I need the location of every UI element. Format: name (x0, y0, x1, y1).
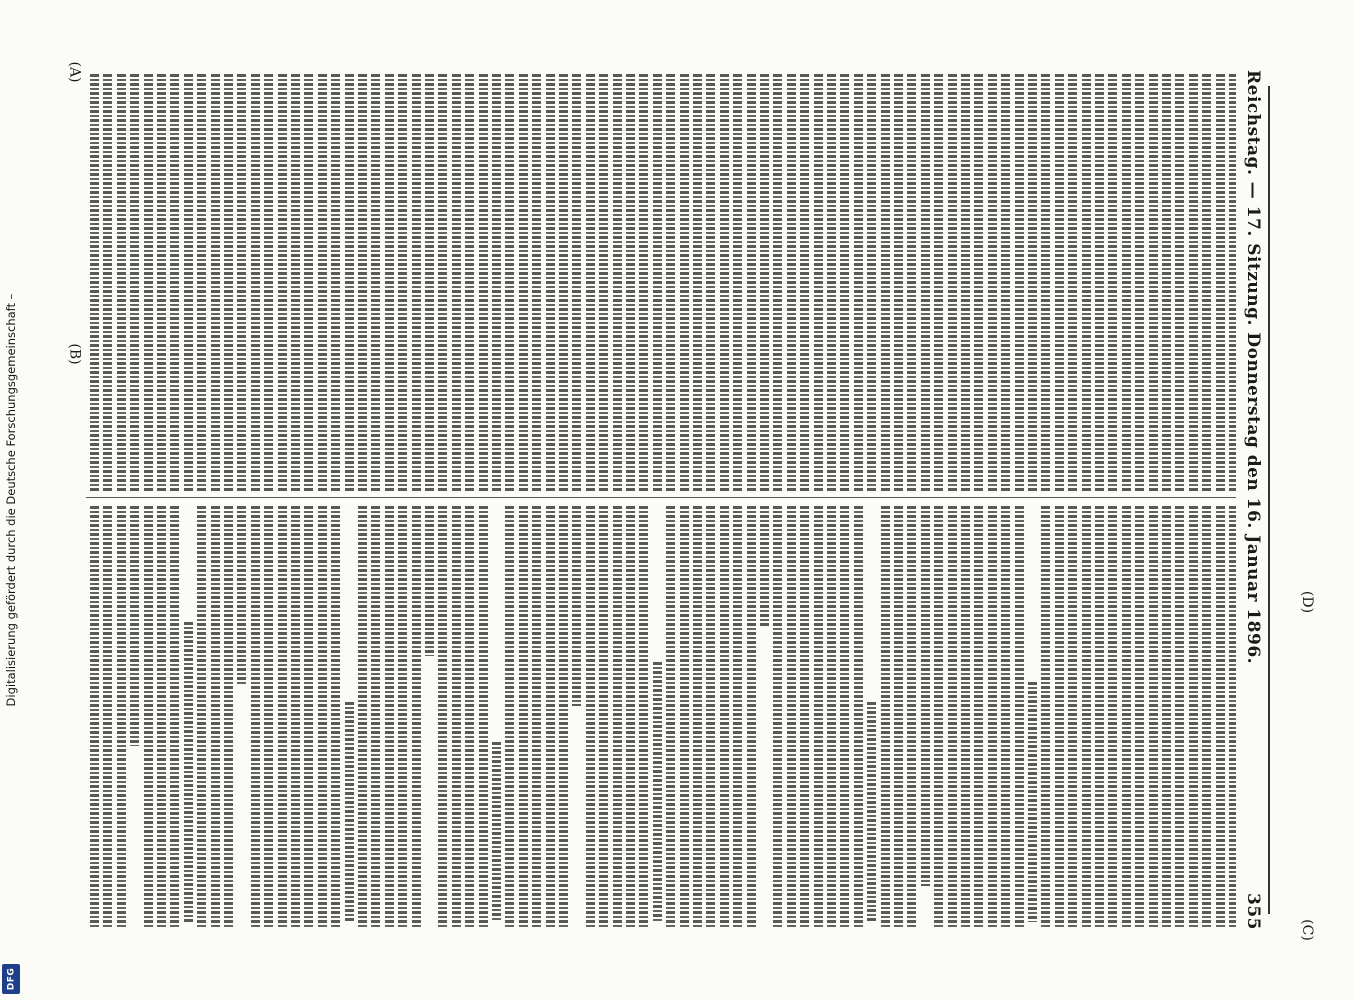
text-line (1149, 74, 1158, 491)
page-number: 355 (1243, 893, 1263, 930)
credit-text: Digitalisierung gefördert durch die Deutsche Forschungsgemeinschaft – (4, 293, 18, 707)
text-line (720, 74, 729, 491)
text-line (747, 74, 756, 491)
text-line (117, 506, 126, 928)
text-line (948, 74, 957, 491)
text-line (371, 74, 380, 491)
text-line (157, 506, 166, 928)
text-line (103, 506, 112, 928)
text-line (1149, 506, 1158, 928)
text-line (438, 506, 447, 928)
text-line (961, 74, 970, 491)
text-line (184, 74, 193, 491)
text-line (546, 506, 555, 928)
text-line (251, 74, 260, 491)
text-line (385, 506, 394, 928)
text-line (680, 506, 689, 928)
text-line (894, 74, 903, 491)
text-line (626, 74, 635, 491)
text-line (854, 74, 863, 491)
text-line (532, 74, 541, 491)
text-line (760, 74, 769, 491)
text-line (371, 506, 380, 928)
text-line (1108, 74, 1117, 491)
text-line (1122, 74, 1131, 491)
text-line (907, 74, 916, 491)
text-line (197, 74, 206, 491)
text-line (90, 506, 99, 928)
text-line (465, 74, 474, 491)
text-line (278, 74, 287, 491)
text-line (814, 506, 823, 928)
text-line (599, 74, 608, 491)
text-line (278, 506, 287, 928)
text-line (881, 74, 890, 491)
text-line (1095, 506, 1104, 928)
text-line (948, 506, 957, 928)
text-line (412, 74, 421, 491)
header-rule (1268, 86, 1270, 914)
text-line (974, 74, 983, 491)
running-header (1238, 70, 1268, 930)
text-line (787, 74, 796, 491)
text-line (693, 74, 702, 491)
text-line (1041, 74, 1050, 491)
text-line (1162, 74, 1171, 491)
text-line (519, 506, 528, 928)
text-line (572, 506, 581, 706)
text-line (1082, 74, 1091, 491)
text-line (130, 506, 139, 746)
text-line (733, 74, 742, 491)
text-line (881, 506, 890, 928)
text-line (224, 506, 233, 928)
text-line (1041, 506, 1050, 928)
text-line (519, 74, 528, 491)
text-line (559, 506, 568, 928)
text-line (532, 506, 541, 928)
text-line (921, 506, 930, 886)
text-line (800, 74, 809, 491)
text-line (425, 74, 434, 491)
text-line (800, 506, 809, 928)
text-line (1216, 74, 1225, 491)
text-line (546, 74, 555, 491)
text-line (1028, 74, 1037, 491)
text-line (211, 506, 220, 928)
text-line (90, 74, 99, 491)
text-line (345, 74, 354, 491)
header-title: Reichstag. — 17. Sitzung. Donnerstag den 16. Januar 1896. (1243, 70, 1263, 665)
text-line (706, 506, 715, 928)
text-line (974, 506, 983, 928)
text-line (693, 506, 702, 928)
text-line (1175, 506, 1184, 928)
text-line (720, 506, 729, 928)
column-divider (86, 497, 1236, 498)
text-line (827, 506, 836, 928)
text-line (224, 74, 233, 491)
text-line (586, 74, 595, 491)
text-line (840, 506, 849, 928)
text-line (1082, 506, 1091, 928)
text-line (1122, 506, 1131, 928)
text-line (934, 506, 943, 928)
margin-letter-a: (A) (66, 61, 83, 83)
text-line (1055, 506, 1064, 928)
text-line (331, 74, 340, 491)
text-line (505, 74, 514, 491)
text-line (599, 506, 608, 928)
text-line (1135, 506, 1144, 928)
text-line (934, 74, 943, 491)
text-line (988, 506, 997, 928)
text-line (747, 506, 756, 928)
text-column-right (86, 502, 1236, 932)
text-line (492, 74, 501, 491)
text-line (613, 506, 622, 928)
text-line (398, 506, 407, 928)
text-line (626, 506, 635, 928)
text-line (117, 74, 126, 491)
text-line (1015, 74, 1024, 491)
text-line (1135, 74, 1144, 491)
text-line (1055, 74, 1064, 491)
text-line (385, 74, 394, 491)
text-line (492, 742, 501, 922)
text-line (666, 74, 675, 491)
text-line (1229, 506, 1236, 928)
text-line (1216, 506, 1225, 928)
text-line (157, 74, 166, 491)
text-line (425, 506, 434, 656)
text-line (572, 74, 581, 491)
text-line (479, 506, 488, 928)
text-line (264, 74, 273, 491)
text-line (773, 74, 782, 491)
text-line (1028, 682, 1037, 922)
text-line (452, 506, 461, 928)
text-line (438, 74, 447, 491)
text-line (412, 506, 421, 928)
text-line (251, 506, 260, 928)
text-line (854, 506, 863, 928)
text-line (773, 506, 782, 928)
dfg-logo: DFG (2, 964, 20, 994)
text-line (345, 702, 354, 922)
text-line (586, 506, 595, 928)
text-line (237, 74, 246, 491)
text-line (1162, 506, 1171, 928)
text-line (760, 506, 769, 626)
margin-letter-b: (B) (66, 343, 83, 365)
text-line (318, 74, 327, 491)
text-line (479, 74, 488, 491)
text-line (398, 74, 407, 491)
text-line (130, 74, 139, 491)
text-line (237, 506, 246, 686)
text-line (318, 506, 327, 928)
text-line (814, 74, 823, 491)
text-line (787, 506, 796, 928)
text-line (452, 74, 461, 491)
text-line (505, 506, 514, 928)
text-line (961, 506, 970, 928)
text-line (103, 74, 112, 491)
text-line (291, 74, 300, 491)
text-line (1001, 506, 1010, 928)
text-line (613, 74, 622, 491)
text-line (358, 506, 367, 928)
text-line (304, 506, 313, 928)
text-line (666, 506, 675, 928)
text-line (921, 74, 930, 491)
text-line (1015, 506, 1024, 928)
text-line (184, 622, 193, 922)
text-line (170, 506, 179, 928)
text-line (867, 74, 876, 491)
text-line (197, 506, 206, 928)
text-line (331, 506, 340, 928)
text-line (291, 506, 300, 928)
text-line (144, 506, 153, 928)
text-line (559, 74, 568, 491)
text-line (907, 506, 916, 928)
text-line (639, 74, 648, 491)
text-line (465, 506, 474, 928)
text-line (639, 506, 648, 928)
text-line (1068, 74, 1077, 491)
text-line (1108, 506, 1117, 928)
text-line (1202, 506, 1211, 928)
text-line (170, 74, 179, 491)
text-line (1202, 74, 1211, 491)
margin-letter-c: (C) (1298, 919, 1315, 941)
text-line (827, 74, 836, 491)
text-line (1068, 506, 1077, 928)
text-line (144, 74, 153, 491)
text-line (211, 74, 220, 491)
text-line (1095, 74, 1104, 491)
text-line (867, 702, 876, 922)
text-line (264, 506, 273, 928)
text-line (706, 74, 715, 491)
text-column-left (86, 70, 1236, 495)
text-line (733, 506, 742, 928)
text-line (988, 74, 997, 491)
text-line (358, 74, 367, 491)
text-line (1189, 74, 1198, 491)
text-line (680, 74, 689, 491)
text-line (1001, 74, 1010, 491)
text-line (653, 74, 662, 491)
text-line (653, 662, 662, 922)
margin-letter-d: (D) (1299, 590, 1316, 614)
text-line (840, 74, 849, 491)
text-line (1229, 74, 1236, 491)
digitisation-credit (0, 0, 22, 1000)
text-line (304, 74, 313, 491)
text-line (1189, 506, 1198, 928)
text-line (1175, 74, 1184, 491)
text-line (894, 506, 903, 928)
